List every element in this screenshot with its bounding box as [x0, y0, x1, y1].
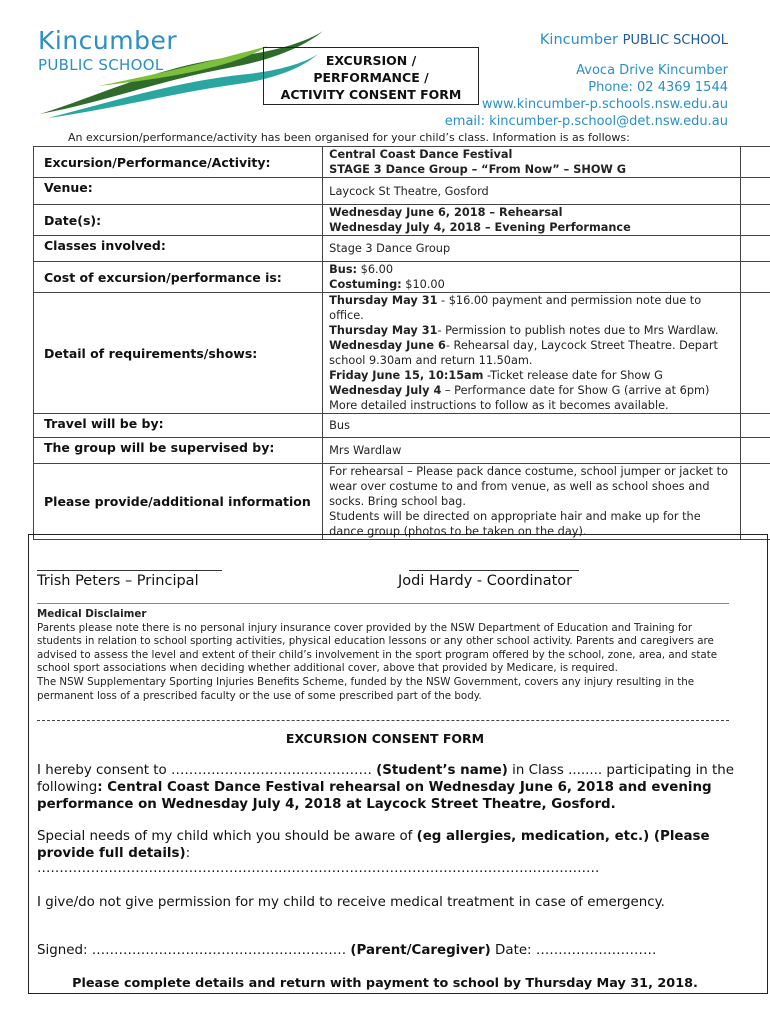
additional-value: For rehearsal – Please pack dance costume, school jumper or jacket to wear over costume to and from venue, as well as school shoes and socks. Bring school bag. Students will be directed on appropriate hair and make up for the dance group (photos to be taken on the day).: [323, 464, 741, 540]
activity-value: [323, 147, 741, 178]
special-needs-prompt: [37, 828, 737, 862]
medical-paragraph: The NSW Supplementary Sporting Injuries Benefits Scheme, funded by the NSW Government, covers any injury resulting in the permanent loss of a prescribed faculty or the use of some prescribed part of the body.: [37, 675, 695, 702]
table-row: [34, 414, 770, 438]
detail-text: -Ticket release date for Show G: [483, 369, 663, 382]
dates-value: [323, 205, 741, 236]
table-margin-cell: [740, 293, 770, 414]
table-margin-cell: [740, 236, 770, 262]
school-address: Avoca Drive Kincumber: [576, 63, 728, 78]
principal-name: Trish Peters – Principal: [37, 573, 199, 589]
consent-text: in Class ........ participating in the following: [37, 763, 735, 795]
detail-date: Thursday May 31: [329, 324, 438, 337]
coordinator-name: Jodi Hardy - Coordinator: [398, 573, 573, 589]
venue-value: Laycock St Theatre, Gosford: [323, 178, 741, 205]
student-name-field[interactable]: (Student’s name): [376, 763, 508, 778]
return-instructions: Please complete details and return with payment to school by Thursday May 31, 2018.: [72, 976, 698, 991]
consent-form-title: EXCURSION CONSENT FORM: [285, 731, 485, 746]
parent-signature-line[interactable]: [37, 942, 737, 959]
school-email[interactable]: email: kincumber-p.school@det.nsw.edu.au: [444, 114, 728, 129]
consent-event-details: : Central Coast Dance Festival rehearsal on Wednesday June 6, 2018 and evening performance on Wednesday July 4, 2018 at Laycock Street Theatre, Gosford.: [37, 780, 712, 812]
special-needs-colon: :: [185, 846, 191, 861]
activity-line: Central Coast Dance Festival: [329, 148, 513, 161]
date-line: Wednesday July 4, 2018 – Evening Performance: [329, 221, 631, 234]
consent-statement: [37, 762, 737, 813]
logo-subtitle: PUBLIC SCHOOL: [38, 56, 164, 74]
special-needs-text: Special needs of my child which you should be aware of: [37, 829, 417, 844]
cost-value: [323, 262, 741, 293]
detail-value: [323, 293, 741, 414]
table-row: [34, 464, 770, 540]
table-margin-cell: [740, 414, 770, 438]
form-title-line: PERFORMANCE /: [313, 70, 429, 85]
cost-bus-value: $6.00: [357, 263, 394, 276]
table-row: [34, 147, 770, 178]
school-name: [428, 32, 728, 49]
special-needs-hint: (eg allergies, medication, etc.) (Please provide full details): [37, 829, 710, 861]
table-margin-cell: [740, 464, 770, 540]
date-line: Wednesday June 6, 2018 – Rehearsal: [329, 206, 563, 219]
form-title-line: EXCURSION /: [325, 53, 417, 68]
venue-label: Venue:: [34, 178, 323, 205]
detail-text: - Permission to publish notes due to Mrs Wardlaw.: [437, 324, 719, 337]
school-name-word: Kincumber: [539, 32, 619, 48]
detail-text: More detailed instructions to follow as it becomes available.: [329, 399, 669, 412]
medical-permission-text: I give/do not give permission for my child to receive medical treatment in case of emergency.: [37, 895, 665, 910]
detail-date: Wednesday July 4: [329, 384, 442, 397]
cut-line: [37, 720, 729, 721]
detail-label: Detail of requirements/shows:: [34, 293, 323, 414]
detail-text: - $16.00 payment and permission note due to office.: [329, 294, 702, 322]
table-margin-cell: [740, 438, 770, 464]
principal-signature-line[interactable]: [37, 570, 222, 571]
additional-label: Please provide/additional information: [34, 464, 323, 540]
classes-label: Classes involved:: [34, 236, 323, 262]
signed-role: (Parent/Caregiver): [350, 943, 491, 958]
school-phone: Phone: 02 4369 1544: [588, 80, 728, 95]
travel-label: Travel will be by:: [34, 414, 323, 438]
detail-text: – Performance date for Show G (arrive at 6pm): [441, 384, 710, 397]
medical-title: Medical Disclaimer: [37, 608, 147, 620]
supervised-value: Mrs Wardlaw: [323, 438, 741, 464]
table-row: [34, 178, 770, 205]
detail-date: Friday June 15, 10:15am: [329, 369, 484, 382]
table-margin-cell: [740, 178, 770, 205]
table-row: [34, 236, 770, 262]
consent-text: I hereby consent to ………………………………………: [37, 763, 377, 778]
medical-disclaimer: [37, 608, 735, 703]
detail-text: - Rehearsal day, Laycock Street Theatre. Depart school 9.30am and return 11.50am.: [329, 339, 718, 367]
cost-bus-label: Bus:: [329, 263, 358, 276]
cost-costume-value: $10.00: [401, 278, 445, 291]
medical-paragraph: Parents please note there is no personal injury insurance cover provided by the NSW Department of Education and Training for students in relation to school sporting activities, physical education lessons or any other school activity. Parents and caregivers are advised to assess the level and extent of their child’s involvement in the sport program offered by the school, zone, area, and state school sport associations when deciding whether additional cover, above that provided by Medicare, is required.: [37, 621, 718, 675]
activity-line: STAGE 3 Dance Group – “From Now” – SHOW G: [329, 163, 627, 176]
supervised-label: The group will be supervised by:: [34, 438, 323, 464]
special-needs-field[interactable]: ………………………………………………………………………………………………………………: [37, 861, 600, 876]
school-name-public: PUBLIC SCHOOL: [622, 33, 728, 48]
section-divider: [37, 603, 729, 604]
detail-date: Thursday May 31: [329, 294, 438, 307]
school-website[interactable]: www.kincumber-p.schools.nsw.edu.au: [481, 97, 728, 112]
table-margin-cell: [740, 205, 770, 236]
form-title-line: ACTIVITY CONSENT FORM: [280, 87, 462, 102]
table-row: [34, 205, 770, 236]
classes-value: Stage 3 Dance Group: [323, 236, 741, 262]
table-margin-cell: [740, 262, 770, 293]
date-field[interactable]: Date: ………………………: [490, 943, 657, 958]
school-contact: [428, 32, 728, 130]
table-row: [34, 438, 770, 464]
travel-value: Bus: [323, 414, 741, 438]
detail-date: Wednesday June 6: [329, 339, 446, 352]
signed-field[interactable]: Signed: …………………………………………………: [37, 943, 351, 958]
table-margin-cell: [740, 147, 770, 178]
dates-label: Date(s):: [34, 205, 323, 236]
cost-label: Cost of excursion/performance is:: [34, 262, 323, 293]
cost-costume-label: Costuming:: [329, 278, 402, 291]
activity-info-table: [33, 146, 770, 540]
intro-text: An excursion/performance/activity has been organised for your child’s class. Information is as follows:: [68, 131, 630, 144]
table-row: [34, 262, 770, 293]
logo-name: Kincumber: [38, 26, 178, 55]
activity-label: Excursion/Performance/Activity:: [34, 147, 323, 178]
coordinator-signature-line[interactable]: [409, 570, 579, 571]
table-row: [34, 293, 770, 414]
